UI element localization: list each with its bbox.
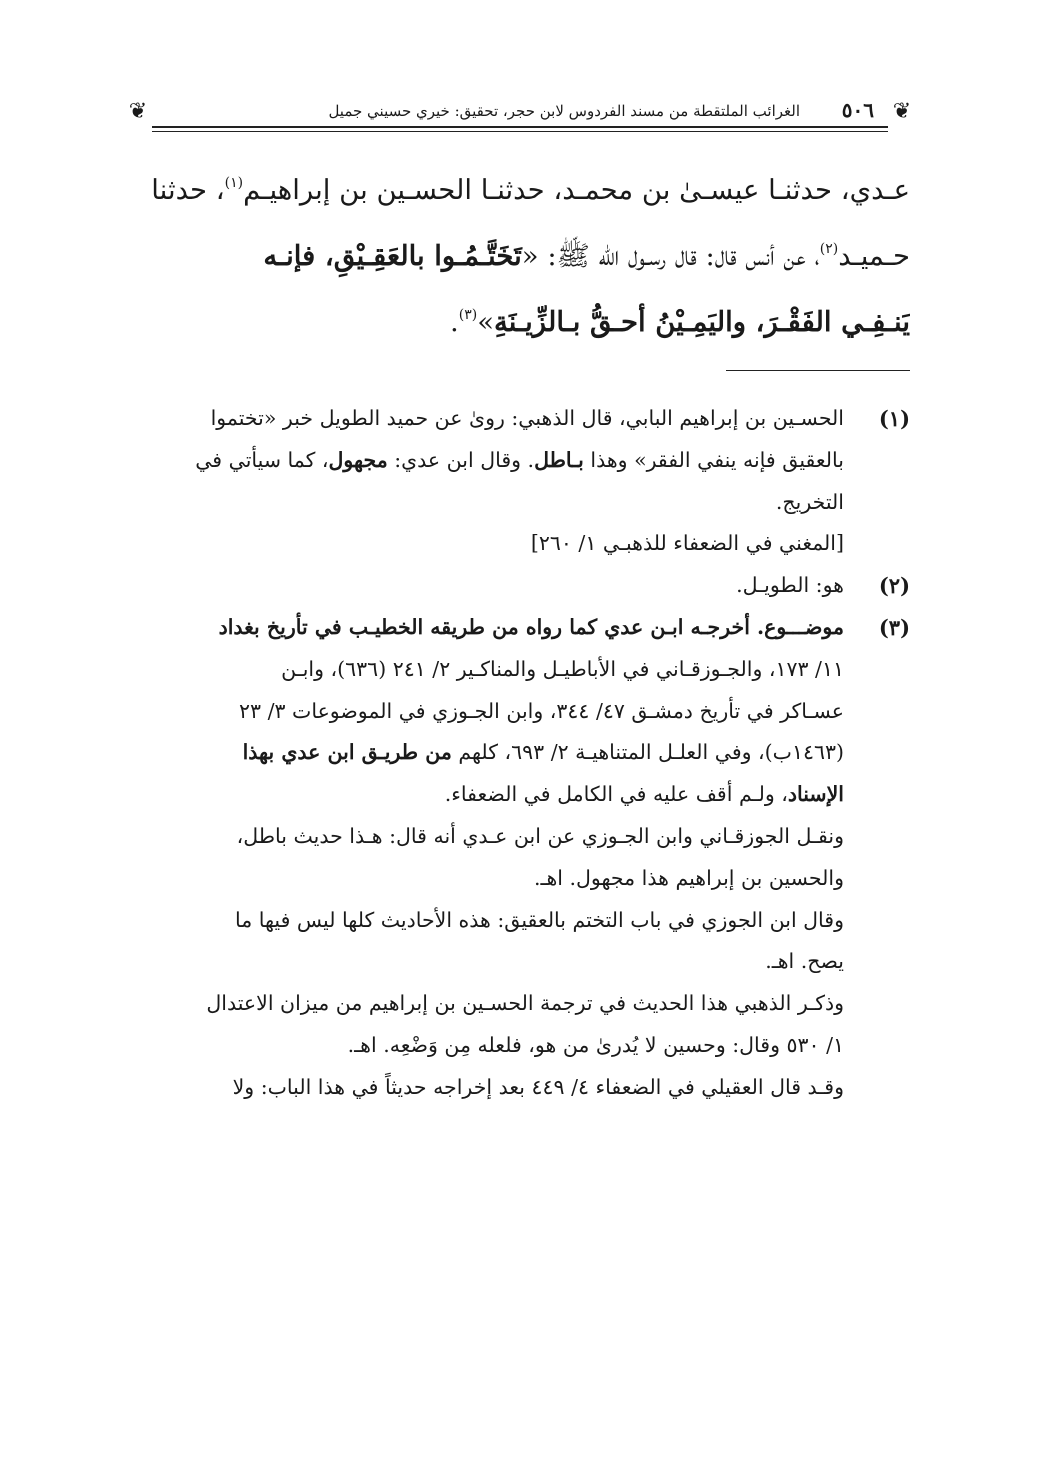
footnote-line: وذكـر الذهبي هذا الحديث في ترجمة الحسـين بن إبراهيم من ميزان الاعتدال — [206, 991, 844, 1016]
text-run: . — [450, 306, 459, 338]
ornament-right-icon: ❦ — [892, 99, 912, 124]
footnote-ref-2[interactable]: (٢) — [819, 241, 839, 257]
text-run: الإسناد — [787, 782, 844, 807]
footnote-ref-3[interactable]: (٣) — [458, 307, 478, 323]
text-run: من طريـق ابن عدي بهذا — [242, 740, 452, 765]
text-run: . أخرجـه ابـن عدي كما رواه من طريقه الخطيـب في تأريخ بغداد — [218, 614, 765, 639]
footnote-line — [126, 774, 844, 816]
main-line-1 — [126, 150, 910, 216]
verdict-text: بـاطل — [534, 447, 584, 472]
text-run: » — [477, 306, 495, 338]
footnote-1 — [126, 398, 910, 565]
footnote-line: ونقـل الجوزقـاني وابن الجـوزي عن ابن عـدي أنه قال: هـذا حديث باطل، — [236, 823, 844, 848]
footnote-line: هو: الطويـل. — [736, 573, 844, 598]
verdict-text: مجهول — [328, 447, 388, 472]
text-run: ، ولـم أقف عليه في الكامل في الضعفاء. — [444, 782, 788, 807]
header-rule — [152, 126, 888, 128]
text-run: (١٤٦٣ب)، وفي العلـل المتناهيـة ٢/ ٦٩٣، كلهم — [451, 740, 844, 765]
footnote-line: والحسين بن إبراهيم هذا مجهول. اهـ. — [533, 865, 844, 890]
footnote-line: الحسـين بن إبراهيم البابي، قال الذهبي: روىٰ عن حميد الطويل خبر «تختموا — [210, 406, 844, 430]
footnote-line — [126, 732, 844, 774]
text-run: حـميـد — [838, 240, 910, 272]
text-run: ، حدثنا — [151, 174, 225, 206]
footnote-citation: [المغني في الضعفاء للذهبـي ١/ ٢٦٠] — [530, 531, 844, 556]
hadith-text: تَخَتَّـمُـوا بالعَقِـيْقِ، فإنـه — [263, 240, 522, 272]
hadith-text: يَنـفِـي الفَقْـرَ، واليَمِـيْنُ أحـقُّ بـالزِّيـنَةِ — [494, 306, 910, 338]
footnote-line: وقـد قال العقيلي في الضعفاء ٤/ ٤٤٩ بعد إخراجه حديثاً في هذا الباب: ولا — [232, 1074, 844, 1099]
footnote-line: ١/ ٥٣٠ وقال: وحسين لا يُدرىٰ من هو، فلعله مِن وَضْعِه. اهـ. — [347, 1032, 844, 1057]
footnote-ref-1[interactable]: (١) — [224, 175, 244, 191]
text-run: ، كما سيأتي في — [195, 447, 329, 472]
ornament-left-icon: ❦ — [128, 99, 148, 124]
text-run: عـدي، حدثنـا عيسـىٰ بن محمـد، حدثنـا الحسـين بن إبراهيـم — [243, 174, 910, 206]
footnote-3 — [126, 607, 910, 1109]
text-run: بالعقيق فإنه ينفي الفقر» وهذا — [583, 447, 844, 472]
footnote-line: يصح. اهـ. — [765, 949, 844, 974]
main-text — [126, 150, 910, 348]
running-header — [130, 92, 910, 136]
footnote-line — [126, 607, 844, 649]
text-run: ، عن أنس قال: قال رسـول الله ﷺ: « — [521, 240, 820, 272]
footnote-line: وقال ابن الجوزي في باب التختم بالعقيق: هذه الأحاديث كلها ليس فيها ما — [234, 907, 844, 932]
running-title: الغرائب الملتقطة من مسند الفردوس لابن حجر، تحقيق: خيري حسيني جميل — [328, 102, 800, 120]
page-number: ٥٠٦ — [841, 98, 874, 122]
verdict-text: موضـــوع — [764, 614, 844, 639]
footnote-number: (١) — [878, 406, 910, 431]
main-line-2 — [126, 216, 910, 282]
footnote-number: (٣) — [878, 614, 910, 640]
text-run: . وقال ابن عدي: — [387, 447, 535, 472]
footnote-separator — [726, 370, 910, 371]
footnote-line: ١١/ ١٧٣، والجـوزقـاني في الأباطيـل والمناكـير ٢/ ٢٤١ (٦٣٦)، وابـن — [281, 656, 844, 681]
footnote-line: عسـاكر في تأريخ دمشـق ٤٧/ ٣٤٤، وابن الجـوزي في الموضوعات ٣/ ٢٣ — [239, 698, 844, 723]
footnote-number: (٢) — [878, 573, 910, 599]
header-rule-thin — [152, 131, 888, 132]
footnote-2 — [126, 565, 910, 607]
footnote-line — [126, 440, 844, 482]
footnote-line: التخريج. — [775, 489, 844, 514]
footnotes — [126, 398, 910, 1109]
main-line-3 — [126, 282, 910, 348]
